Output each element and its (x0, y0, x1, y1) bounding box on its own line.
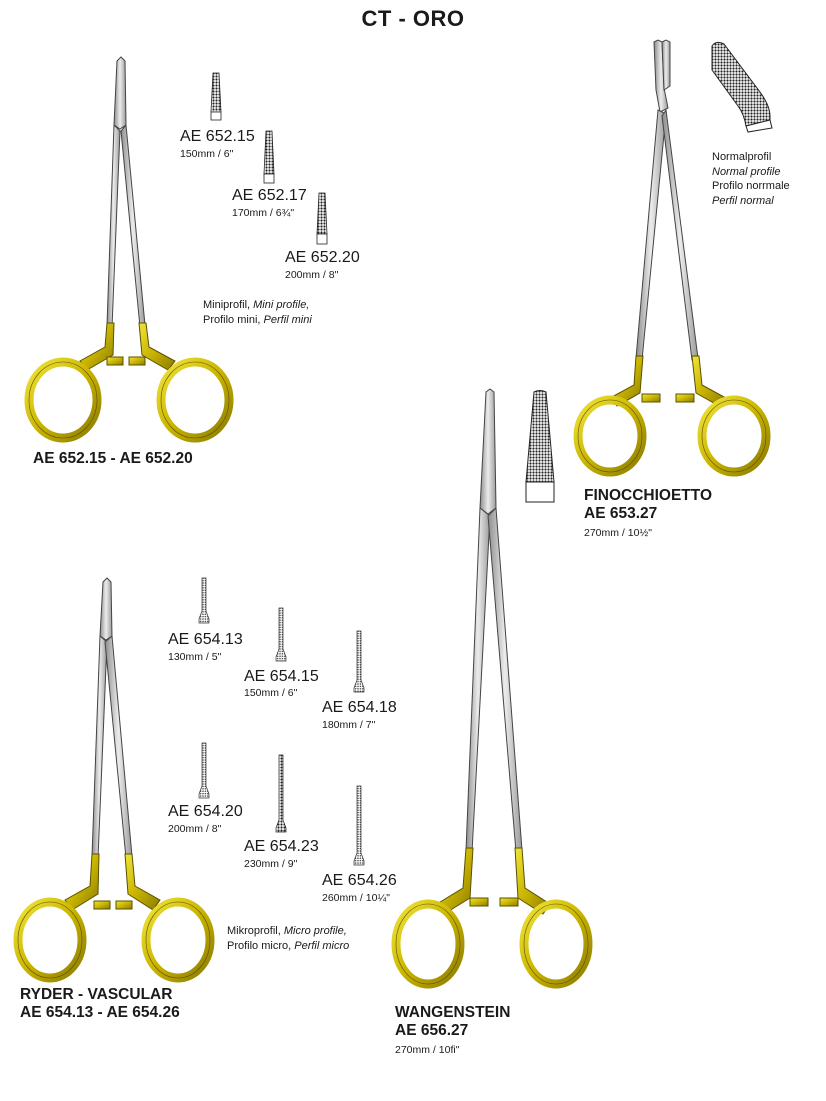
tip-code: AE 652.15 (180, 128, 255, 145)
tip-profile-ae654-13-image (197, 577, 211, 625)
tip-profile-ae652-17-image (262, 130, 276, 186)
tip-code: AE 654.26 (322, 872, 397, 889)
tip-profile-ae654-18-image (352, 630, 366, 694)
tip-code: AE 654.13 (168, 631, 243, 648)
tip-profile-wangenstein-image (520, 390, 560, 506)
product-name: FINOCCHIOETTO (584, 487, 713, 504)
product-name: WANGENSTEIN (395, 1004, 511, 1021)
product-name: RYDER - VASCULAR (20, 986, 173, 1003)
tip-size: 200mm / 8" (285, 269, 339, 281)
tip-size: 130mm / 5" (168, 651, 222, 663)
tip-size: 150mm / 6" (244, 687, 298, 699)
needle-holder-wangenstein-image (392, 388, 592, 993)
needle-holder-ae652-image (25, 55, 235, 445)
tip-profile-ae652-15-image (209, 72, 223, 122)
tip-profile-ae654-15-image (274, 607, 288, 663)
product-size: 270mm / 10½" (584, 527, 652, 539)
product-size: 270mm / 10fi" (395, 1044, 460, 1056)
tip-code: AE 652.20 (285, 249, 360, 266)
product-code: AE 653.27 (584, 505, 658, 522)
tip-profile-finocchietto-image (708, 40, 778, 132)
tip-size: 260mm / 10¼" (322, 892, 390, 904)
tip-code: AE 652.17 (232, 187, 307, 204)
tip-profile-ae652-20-image (314, 192, 330, 248)
profile-note: Mikroprofil, Micro profile, Profilo micro, Perfil micro (227, 925, 350, 952)
product-code: AE 656.27 (395, 1022, 469, 1039)
tip-size: 200mm / 8" (168, 823, 222, 835)
tip-size: 180mm / 7" (322, 719, 376, 731)
product-code-range: AE 654.13 - AE 654.26 (20, 1004, 180, 1021)
tip-size: 150mm / 6" (180, 148, 234, 160)
tip-profile-ae654-23-image (274, 754, 288, 834)
profile-note: Normalprofil Normal profile Profilo norrmale Perfil normal (712, 151, 790, 207)
page-title: CT - ORO (361, 6, 465, 31)
tip-profile-ae654-20-image (197, 742, 211, 800)
tip-code: AE 654.18 (322, 699, 397, 716)
tip-size: 170mm / 6¾" (232, 207, 295, 219)
tip-size: 230mm / 9" (244, 858, 298, 870)
tip-code: AE 654.15 (244, 668, 319, 685)
product-name: AE 652.15 - AE 652.20 (33, 450, 193, 467)
profile-note: Miniprofil, Mini profile, Profilo mini, Perfil mini (203, 299, 312, 326)
tip-profile-ae654-26-image (352, 785, 366, 867)
tip-code: AE 654.20 (168, 803, 243, 820)
tip-code: AE 654.23 (244, 838, 319, 855)
